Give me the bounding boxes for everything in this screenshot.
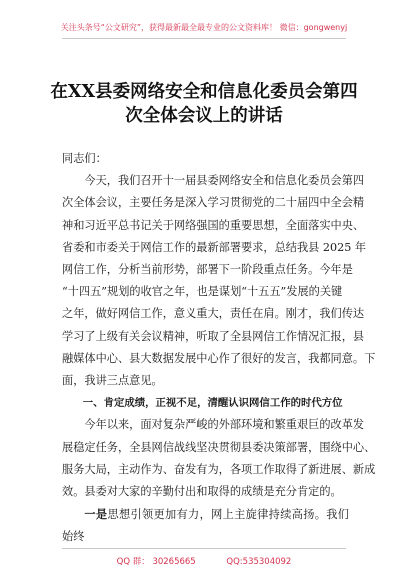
point-lead: 一是 (84, 507, 108, 522)
paragraph-point-one (62, 503, 349, 548)
salutation: 同志们： (62, 152, 107, 165)
text-line: 神和习近平总书记关于网络强国的重要思想，全面落实中央、 (62, 218, 365, 232)
section-heading-1: 一、肯定成绩，正视不足，清醒认识网信工作的时代方位 (82, 397, 343, 410)
text-line: 融媒体中心、县大数据发展中心作了很好的发言，我都同意。下 (62, 351, 376, 365)
document-title (40, 80, 368, 128)
title-line-2: 次全体会议上的讲话 (125, 106, 283, 126)
text-line: 面，我讲三点意见。 (62, 374, 163, 388)
footer-divider (62, 548, 346, 549)
text-line: 省委和市委关于网信工作的最新部署要求，总结我县 2025 年 (62, 240, 367, 254)
text-line: 学习了上级有关会议精神，听取了全县网信工作情况汇报，县 (62, 329, 365, 343)
page-header-notice: 关注头条号“公文研究”，获得最新最全最专业的公文资料库！ 微信：gongwenyj (60, 23, 348, 32)
text-line: 网信工作，分析当前形势，部署下一阶段重点任务。今年是 (62, 263, 353, 277)
text-line: 之年，做好网信工作，意义重大，责任在肩。刚才，我们传达 (62, 307, 365, 321)
title-line-1: 在XX县委网络安全和信息化委员会第四 (50, 82, 358, 102)
header-divider (62, 38, 346, 39)
paragraph-intro (62, 170, 376, 392)
paragraph-achievements (62, 414, 376, 503)
footer-qq-group: QQ 群： 30265665 (116, 557, 196, 567)
text-line: 今天，我们召开十一届县委网络安全和信息化委员会第四 (84, 174, 365, 188)
text-line: 效。县委对大家的辛勤付出和取得的成绩是充分肯定的。 (62, 485, 342, 499)
text-line: 服务大局，主动作为、奋发有为，各项工作取得了新进展、新成 (62, 462, 376, 476)
page-footer (0, 555, 408, 567)
footer-qq: QQ:535304092 (226, 557, 292, 567)
text-line: 今年以来，面对复杂严峻的外部环境和繁重艰巨的改革发 (84, 418, 365, 432)
document-body (62, 148, 376, 549)
text-line: 展稳定任务，全县网信战线坚决贯彻县委决策部署，围绕中心、 (62, 440, 376, 454)
text-line: 次全体会议，主要任务是深入学习贯彻党的二十届四中全会精 (62, 196, 365, 210)
text-line: “十四五”规划的收官之年，也是谋划“十五五”发展的关键 (62, 285, 343, 299)
point-text: 思想引领更加有力，网上主旋律持续高扬。我们始终 (62, 508, 349, 544)
